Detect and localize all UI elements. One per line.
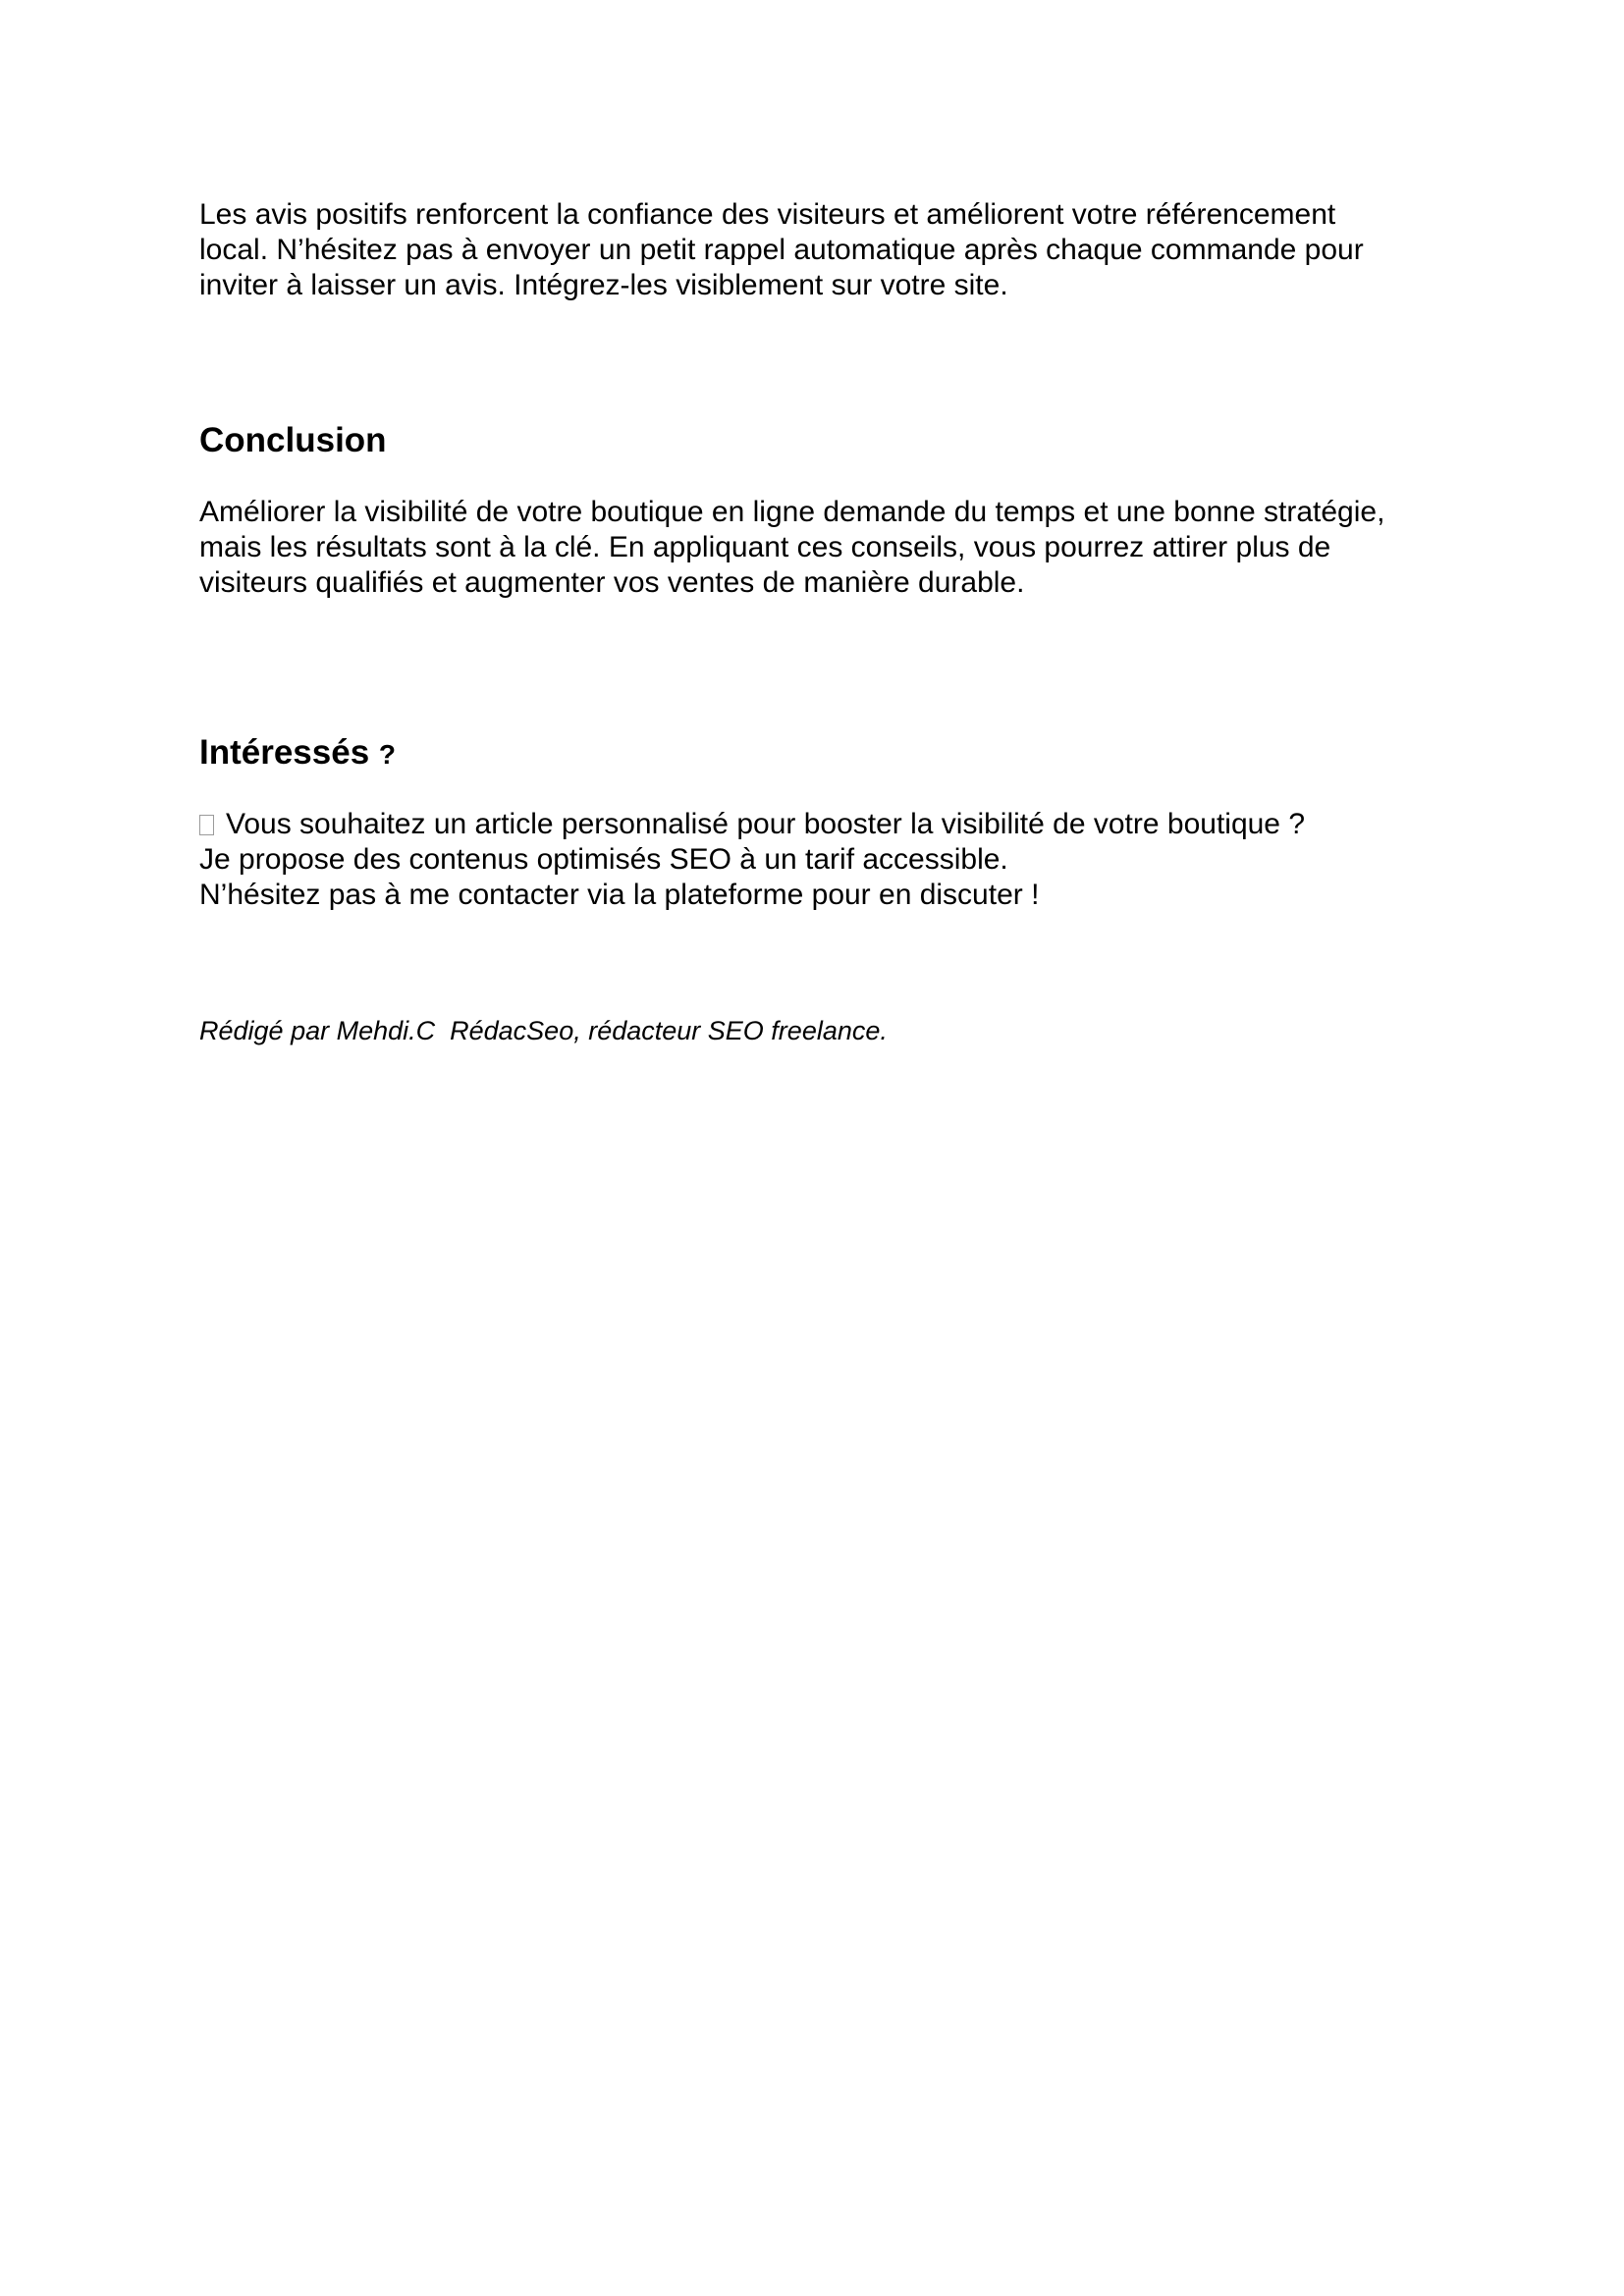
intro-paragraph: [199, 197, 1436, 303]
interested-heading-block: [199, 732, 1436, 775]
interested-line-1-text: Vous souhaitez un article personnalisé pour booster la visibilité de votre boutique ?: [226, 808, 1306, 840]
interested-line-1: [199, 807, 1436, 842]
missing-glyph-box-icon: [199, 815, 214, 835]
conclusion-line-2: mais les résultats sont à la clé. En appliquant ces conseils, vous pourrez attirer plus de: [199, 531, 1331, 563]
signature-block: [199, 1015, 1436, 1046]
conclusion-heading-block: [199, 420, 1436, 461]
author-signature: Rédigé par Mehdi.C RédacSeo, rédacteur SEO freelance.: [199, 1016, 888, 1045]
intro-line-1: Les avis positifs renforcent la confiance des visiteurs et améliorent votre référencement: [199, 198, 1336, 231]
intro-line-3: inviter à laisser un avis. Intégrez-les visiblement sur votre site.: [199, 269, 1008, 301]
interested-line-2: Je propose des contenus optimisés SEO à un tarif accessible.: [199, 843, 1008, 876]
intro-line-2: local. N’hésitez pas à envoyer un petit rappel automatique après chaque commande pour: [199, 234, 1364, 266]
conclusion-line-1: Améliorer la visibilité de votre boutique en ligne demande du temps et une bonne stratégie,: [199, 496, 1385, 528]
conclusion-paragraph: [199, 495, 1436, 601]
interested-line-3: N’hésitez pas à me contacter via la plateforme pour en discuter !: [199, 879, 1040, 911]
interested-heading: [199, 732, 1436, 775]
interested-paragraph: [199, 807, 1436, 913]
conclusion-heading: Conclusion: [199, 421, 387, 459]
conclusion-line-3: visiteurs qualifiés et augmenter vos ventes de manière durable.: [199, 566, 1025, 599]
interested-heading-text: Intéressés: [199, 733, 370, 772]
interested-heading-question-mark: ?: [378, 739, 397, 770]
